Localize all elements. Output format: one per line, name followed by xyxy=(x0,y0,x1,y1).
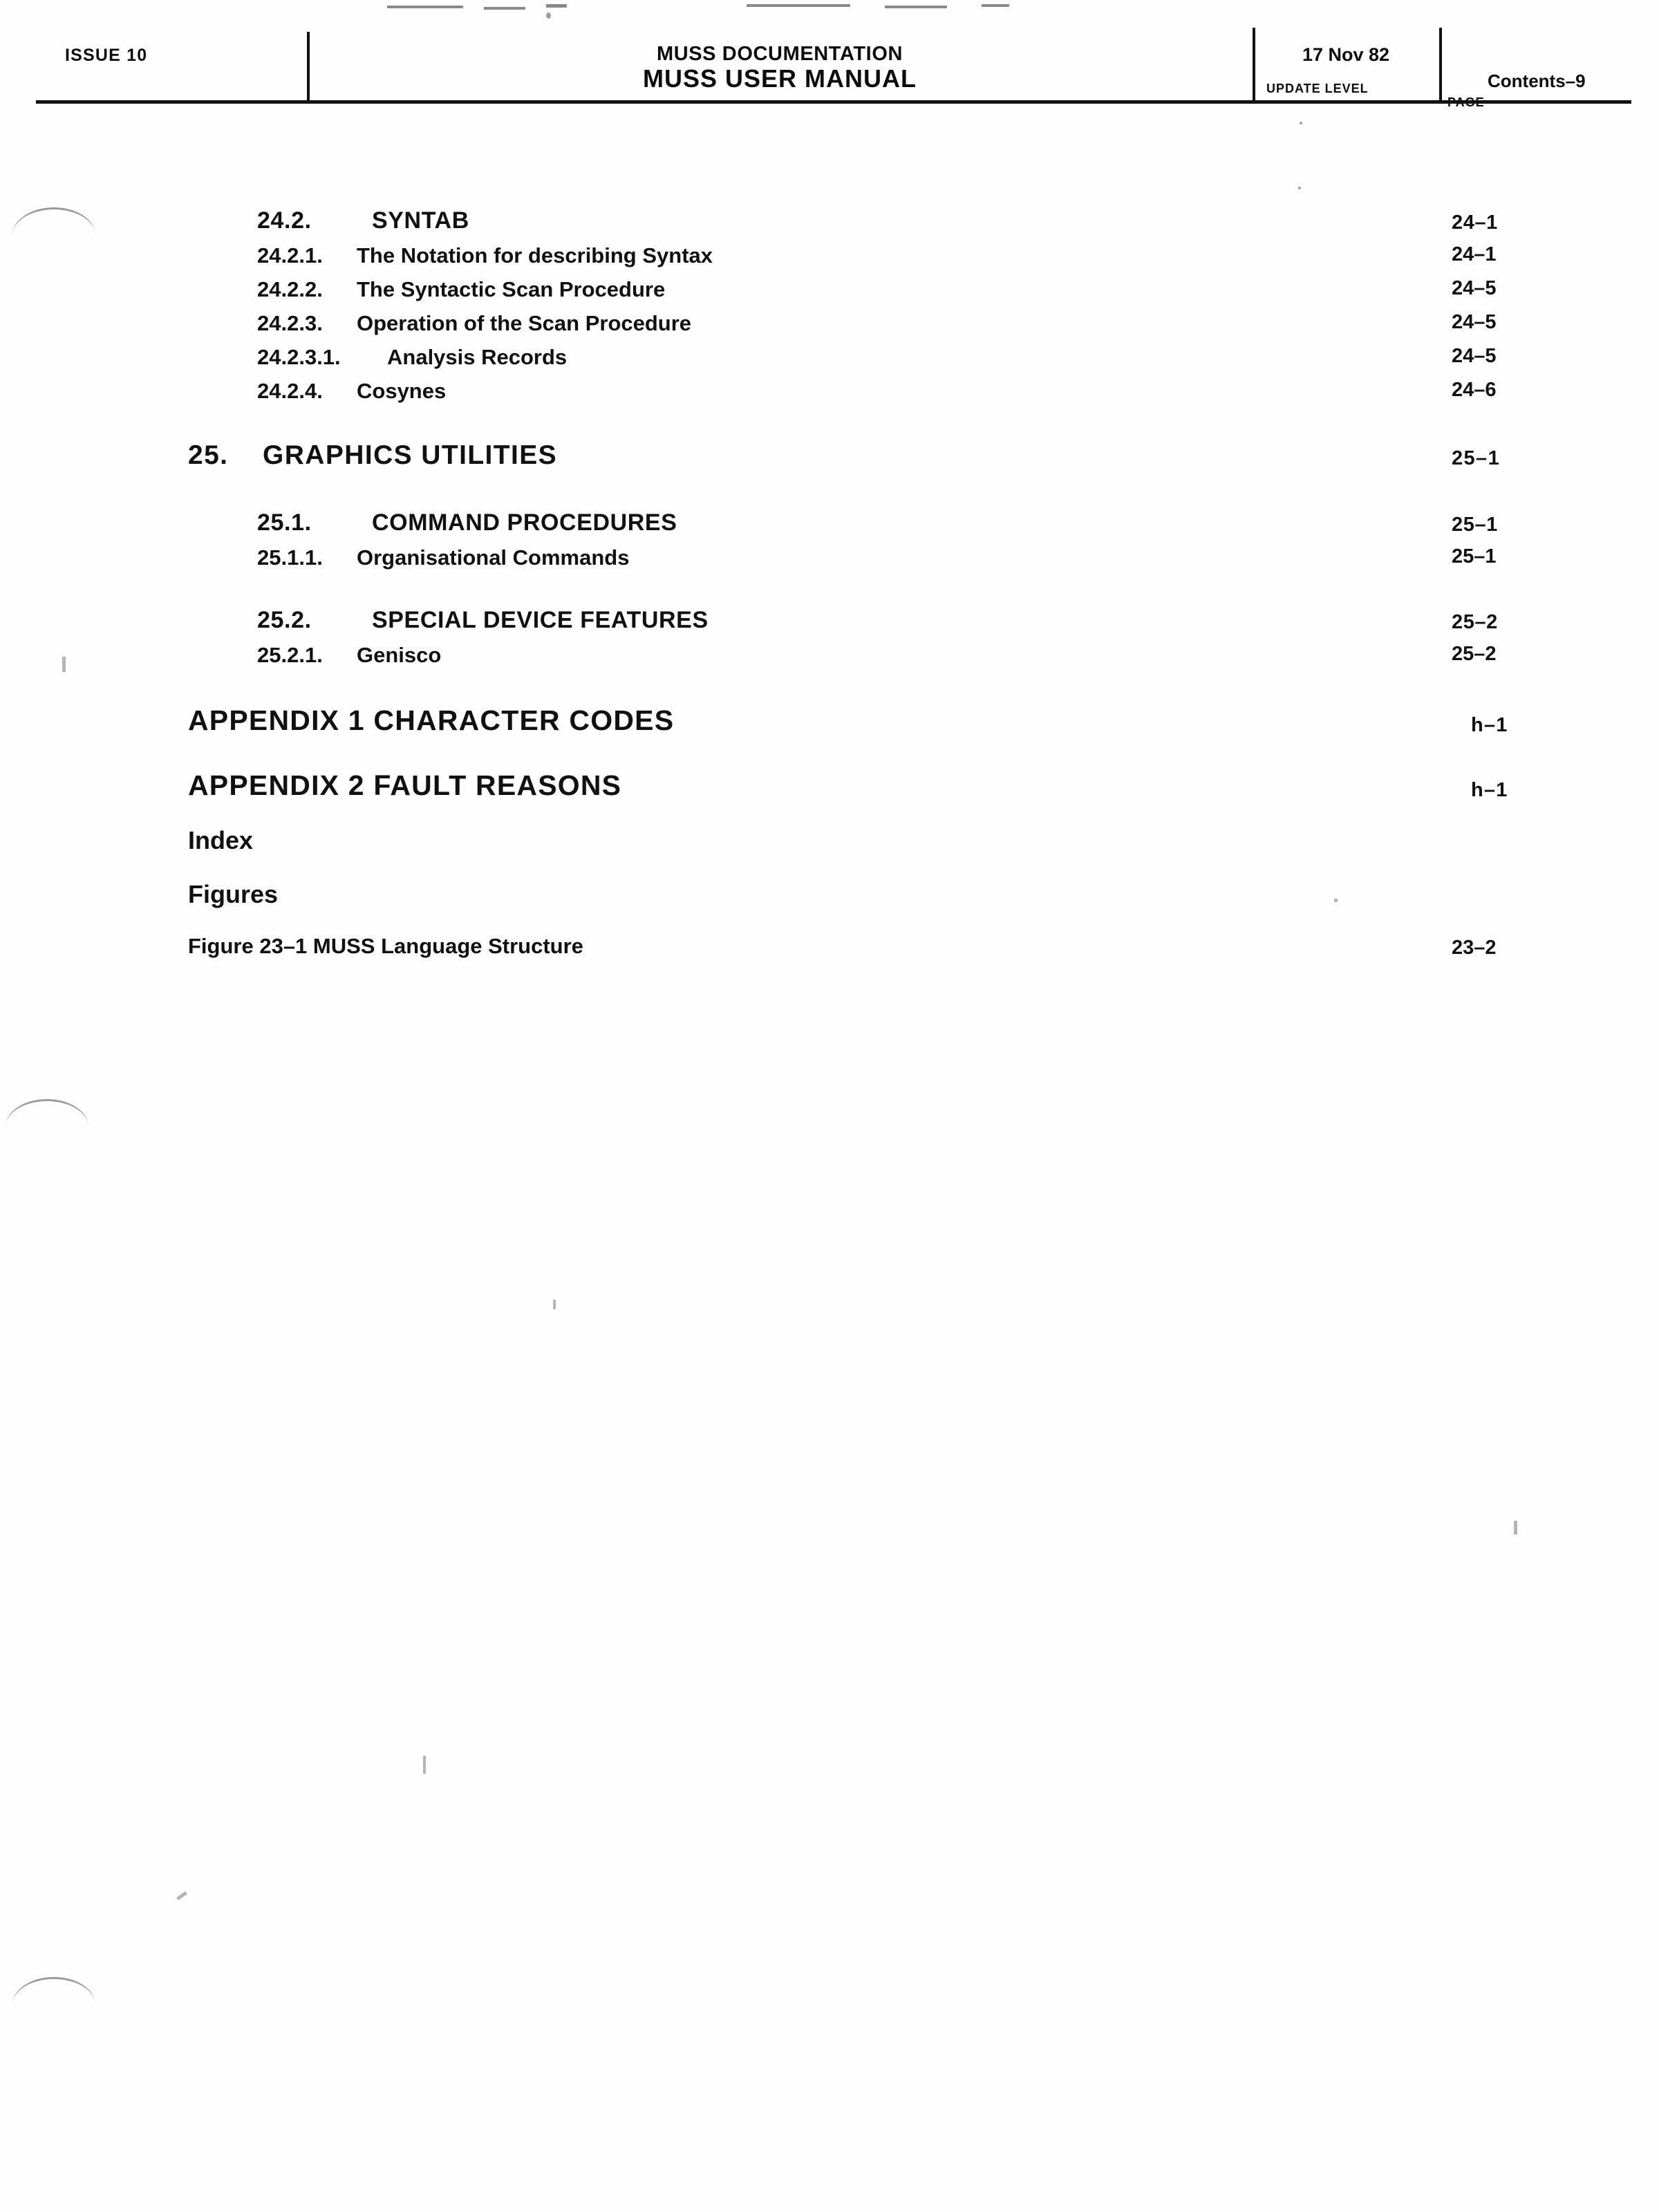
toc-entry-number: 25.1. xyxy=(257,509,312,536)
document-title-line2: MUSS USER MANUAL xyxy=(642,64,917,93)
toc-entry-title: SPECIAL DEVICE FEATURES xyxy=(372,607,709,633)
toc-entry-number: 24.2.3. xyxy=(257,311,323,335)
scan-artifact xyxy=(1334,899,1338,902)
issue-label: ISSUE 10 xyxy=(65,46,148,65)
page-number: Contents–9 xyxy=(1488,71,1586,91)
toc-entry[interactable] xyxy=(0,934,1659,974)
toc-entry[interactable] xyxy=(0,207,1659,243)
scan-artifact xyxy=(885,6,947,8)
toc-entry-title: The Notation for describing Syntax xyxy=(357,243,713,268)
toc-entry-page: 24–1 xyxy=(1452,243,1497,265)
toc-entry-title: SYNTAB xyxy=(372,207,469,234)
toc-entry-number: 24.2.4. xyxy=(257,379,323,403)
scan-artifact xyxy=(546,12,551,19)
toc-entry-title: Figure 23–1 MUSS Language Structure xyxy=(188,934,583,958)
toc-entry-title: Organisational Commands xyxy=(357,545,630,570)
toc-entry-page: h–1 xyxy=(1471,714,1508,736)
toc-entry-page: 25–1 xyxy=(1452,545,1497,568)
toc-entry[interactable] xyxy=(0,440,1659,482)
toc-entry-title: GRAPHICS UTILITIES xyxy=(263,440,558,470)
toc-entry-page: 25–1 xyxy=(1452,447,1501,469)
scan-artifact xyxy=(423,1756,426,1774)
toc-entry-page: 23–2 xyxy=(1452,937,1497,959)
toc-entry-title: Figures xyxy=(188,880,279,908)
header-divider xyxy=(1439,28,1442,100)
toc-entry-number: 24.2.3.1. xyxy=(257,345,341,369)
hole-punch-mark xyxy=(12,1977,95,2027)
toc-entry[interactable] xyxy=(0,379,1659,413)
toc-entry[interactable] xyxy=(0,880,1659,923)
toc-entry-number: 25.2.1. xyxy=(257,643,323,667)
page-header xyxy=(36,28,1631,100)
toc-entry-title: APPENDIX 1 CHARACTER CODES xyxy=(188,704,675,736)
table-of-contents xyxy=(0,207,1659,974)
toc-entry-page: 24–6 xyxy=(1452,379,1497,401)
toc-entry[interactable] xyxy=(0,311,1659,345)
toc-entry-number: 24.2.1. xyxy=(257,243,323,268)
header-rule xyxy=(36,100,1631,104)
toc-entry-page: h–1 xyxy=(1471,779,1508,801)
toc-entry-number: 24.2.2. xyxy=(257,277,323,301)
toc-entry[interactable] xyxy=(0,277,1659,311)
scan-artifact xyxy=(62,657,66,672)
toc-entry-title: Index xyxy=(188,826,254,854)
scan-artifact xyxy=(1298,187,1301,189)
spacer xyxy=(0,869,1659,880)
toc-entry-title: Genisco xyxy=(357,643,442,667)
toc-entry-title: Operation of the Scan Procedure xyxy=(357,311,692,335)
document-title xyxy=(307,41,1253,91)
toc-entry[interactable] xyxy=(0,509,1659,545)
spacer xyxy=(0,677,1659,704)
toc-entry-number: 25.2. xyxy=(257,607,312,633)
document-title-line1: MUSS DOCUMENTATION xyxy=(656,43,903,65)
update-date: 17 Nov 82 xyxy=(1302,44,1390,65)
toc-entry-title: The Syntactic Scan Procedure xyxy=(357,277,666,301)
toc-entry-number: 25. xyxy=(188,440,229,470)
toc-entry-number: 25.1.1. xyxy=(257,545,323,570)
scan-artifact xyxy=(546,4,567,8)
toc-entry[interactable] xyxy=(0,704,1659,750)
toc-entry-title: APPENDIX 2 FAULT REASONS xyxy=(188,769,622,801)
scan-artifact xyxy=(176,1891,187,1900)
scan-artifact xyxy=(553,1300,556,1309)
scan-artifact xyxy=(387,6,463,8)
spacer xyxy=(0,579,1659,607)
toc-entry-page: 24–1 xyxy=(1452,212,1498,234)
toc-entry-title: Analysis Records xyxy=(387,345,568,369)
spacer xyxy=(0,413,1659,440)
toc-entry-page: 25–1 xyxy=(1452,514,1498,536)
toc-entry-page: 25–2 xyxy=(1452,643,1497,665)
spacer xyxy=(0,750,1659,769)
toc-entry[interactable] xyxy=(0,826,1659,869)
toc-entry-number: 24.2. xyxy=(257,207,312,234)
scan-artifact xyxy=(484,7,525,10)
toc-entry-page: 25–2 xyxy=(1452,611,1498,633)
toc-entry[interactable] xyxy=(0,345,1659,379)
scan-artifact xyxy=(747,4,850,7)
toc-entry-page: 24–5 xyxy=(1452,311,1497,333)
toc-entry[interactable] xyxy=(0,769,1659,815)
toc-entry[interactable] xyxy=(0,545,1659,579)
toc-entry[interactable] xyxy=(0,607,1659,643)
scan-artifact xyxy=(982,4,1009,7)
hole-punch-mark xyxy=(6,1099,88,1150)
spacer xyxy=(0,923,1659,934)
scan-artifact xyxy=(1300,122,1302,124)
toc-entry[interactable] xyxy=(0,643,1659,677)
update-level-label: UPDATE LEVEL xyxy=(1266,82,1369,95)
toc-entry-page: 24–5 xyxy=(1452,345,1497,367)
spacer xyxy=(0,482,1659,509)
spacer xyxy=(0,815,1659,826)
scan-artifact xyxy=(1514,1521,1517,1535)
toc-entry-page: 24–5 xyxy=(1452,277,1497,299)
toc-entry-title: Cosynes xyxy=(357,379,447,403)
toc-entry[interactable] xyxy=(0,243,1659,277)
toc-entry-title: COMMAND PROCEDURES xyxy=(372,509,677,536)
